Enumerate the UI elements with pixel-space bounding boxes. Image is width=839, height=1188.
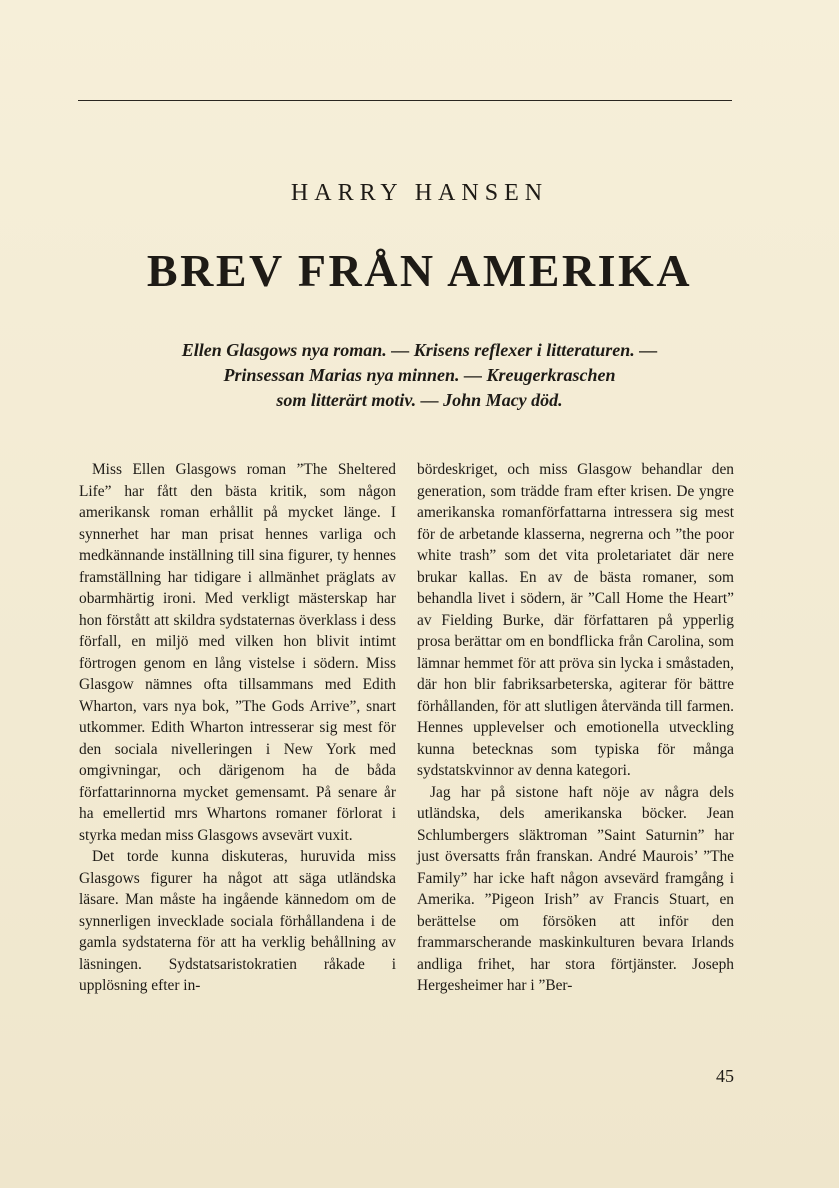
subtitle-line: Prinsessan Marias nya minnen. — Kreugerkraschen bbox=[223, 365, 616, 385]
header-rule bbox=[78, 100, 732, 101]
left-column bbox=[79, 459, 396, 997]
page-number: 45 bbox=[716, 1066, 734, 1086]
subtitle-line: Ellen Glasgows nya roman. — Krisens reflexer i litteraturen. — bbox=[181, 340, 658, 360]
right-column bbox=[417, 459, 734, 997]
paragraph: Jag har på sistone haft nöje av några dels utländska, dels amerikanska böcker. Jean Schlumbergers släktroman ”Saint Saturnin” har just översatts från franskan. André Maurois’ ”The Family” har icke haft någon avsevärd framgång i Amerika. ”Pigeon Irish” av Francis Stuart, en berättelse om försöken att inför den frammarscherande maskinkulturen bevara Irlands andliga frihet, har stora förtjänster. Joseph Hergesheimer har i ”Ber- bbox=[417, 783, 734, 994]
subtitle-line: som litterärt motiv. — John Macy död. bbox=[276, 390, 563, 410]
paragraph: Det torde kunna diskuteras, huruvida miss Glasgows figurer ha något att säga utländska läsare. Man måste ha ingående kännedom om de synnerligen invecklade sociala förhållandena i de gamla sydstaterna för att ha verklig behållning av läsningen. Sydstatsaristokratien råkade i upplösning efter in- bbox=[79, 848, 396, 994]
author-name: HARRY HANSEN bbox=[290, 180, 549, 206]
article-subtitle bbox=[60, 338, 779, 413]
article-title: BREV FRÅN AMERIKA bbox=[146, 245, 693, 296]
paragraph: Miss Ellen Glasgows roman ”The Sheltered Life” har fått den bästa kritik, som någon amerikansk roman erhållit på mycket länge. I synnerhet har man prisat hennes varliga och medkännande inställning till sina figurer, ty hennes framställning har tidigare i allmänhet präglats av obarmhärtig ironi. Med verkligt mästerskap har hon förstått att skildra sydstaternas överklass i dess förfall, en miljö med vilken hon blivit intimt förtrogen genom en lång vistelse i södern. Miss Glasgow nämnes ofta tillsammans med Edith Wharton, vars nya bok, ”The Gods Arrive”, snart utkommer. Edith Wharton intresserar sig mest för den sociala nivelleringen i New York med omgivningar, och därigenom ha de båda författarinnorna mycket gemensamt. På senare år ha emellertid mrs Whartons romaner förlorat i styrka medan miss Glasgows avsevärt vuxit. bbox=[79, 461, 396, 844]
paragraph: bördeskriget, och miss Glasgow behandlar den generation, som trädde fram efter krisen. De yngre amerikanska romanförfattarna intressera sig mest för de arbetande klasserna, negrerna och ”the poor white trash” som det vita proletariatet där nere brukar kallas. En av de bästa romaner, som behandla livet i södern, är ”Call Home the Heart” av Fielding Burke, där författaren på ypperlig prosa berättar om en bondflicka från Carolina, som lämnar hemmet för att pröva sin lycka i småstaden, där hon blir fabriksarbeterska, agiterar för bättre förhållanden, för att slutligen återvända till farmen. Hennes upplevelser och emotionella utveckling kunna betecknas som typiska för många sydstatskvinnor av denna kategori. bbox=[417, 461, 734, 779]
